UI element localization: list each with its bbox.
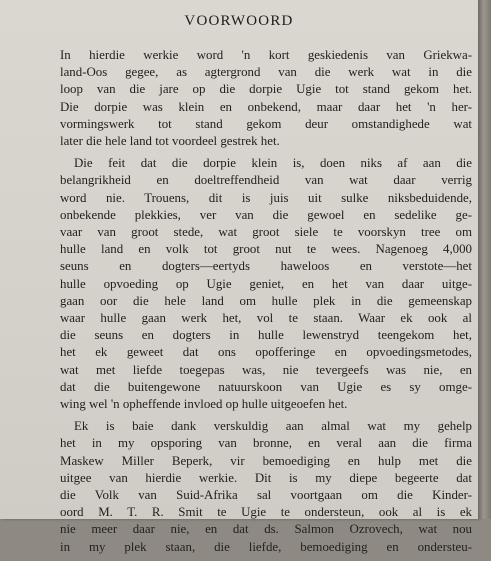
text-line: hulle land en volk tot groot nut te wees. Nagenoeg 4,000	[60, 242, 472, 257]
text-line: land-Oos gegee, as agtergrond van die werk wat in die	[60, 65, 472, 80]
text-line: loop van die jare op die dorpie Ugie tot stand gekom het.	[60, 82, 472, 97]
book-edge	[478, 0, 491, 519]
text-line: Maskew Miller Beperk, vir bemoediging en hulp met die	[60, 453, 472, 468]
text-line: dat die buitengewone natuurskoon van Ugie es sy omge-	[60, 379, 472, 394]
text-line: later die hele land tot voordeel gestrek het.	[60, 134, 280, 149]
text-line: Ek is baie dank verskuldig aan almal wat my gehelp	[74, 419, 472, 434]
text-line: Die feit dat die dorpie klein is, doen niks af aan die	[74, 156, 472, 171]
text-line: die Volk van Suid-Afrika sal voortgaan om die Kinder-	[60, 488, 472, 503]
text-line: vaar van groot stede, wat groot siele te voorskyn tree om	[60, 225, 472, 240]
text-line: wat met liefde toegepas was, nie tevergeefs was nie, en	[60, 362, 472, 377]
text-line: in my plek staan, die liefde, bemoediging en ondersteu-	[60, 539, 472, 554]
body-text	[60, 47, 472, 561]
text-line: wing wel 'n opheffende invloed op hulle uitgeoefen het.	[60, 397, 348, 412]
text-line: vormingswerk tot stand gekom deur omstandighede wat	[60, 116, 472, 131]
text-line: het ek geweet dat ons opofferinge en opvoedingsmetodes,	[60, 345, 472, 360]
text-line: waar hulle gaan werk het, vol te staan. Waar ek ook al	[60, 311, 472, 326]
text-line: Die dorpie was klein en onbekend, maar daar het 'n her-	[60, 99, 472, 114]
page-heading: VOORWOORD	[184, 13, 294, 29]
text-line: belangrikheid en doeltreffendheid van wat daar verrig	[60, 173, 472, 188]
text-line: die seuns en dogters in hulle lewenstryd teengekom het,	[60, 328, 472, 343]
text-line: nie meer daar nie, en dat ds. Salmon Ozrovech, wat nou	[60, 522, 472, 537]
text-line: gaan oor die hele land om hulle plek in die gemeenskap	[60, 293, 472, 308]
text-line: het in my opsporing van bronne, en veral aan die firma	[60, 436, 472, 451]
paragraph	[60, 47, 472, 150]
paragraph	[60, 155, 472, 413]
text-line: In hierdie werkie word 'n kort geskiedenis van Griekwa-	[60, 48, 472, 62]
text-line: uitgee van hierdie werkie. Dit is my diepe begeerte dat	[60, 470, 472, 485]
text-line: word nie. Trouens, dit is juis uit sulke niksbeduidende,	[60, 190, 472, 205]
paragraph	[60, 418, 472, 556]
text-line: onbekende plekkies, ver van die gewoel en sedelike ge-	[60, 207, 472, 222]
text-line: hulle opvoeding op Ugie geniet, en het van daar uitge-	[60, 276, 472, 291]
text-line: oord M. T. R. Smit te Ugie te ondersteun, ook al is ek	[60, 505, 472, 520]
text-line: seuns en dogters—eertyds haweloos en verstote—het	[60, 259, 472, 274]
